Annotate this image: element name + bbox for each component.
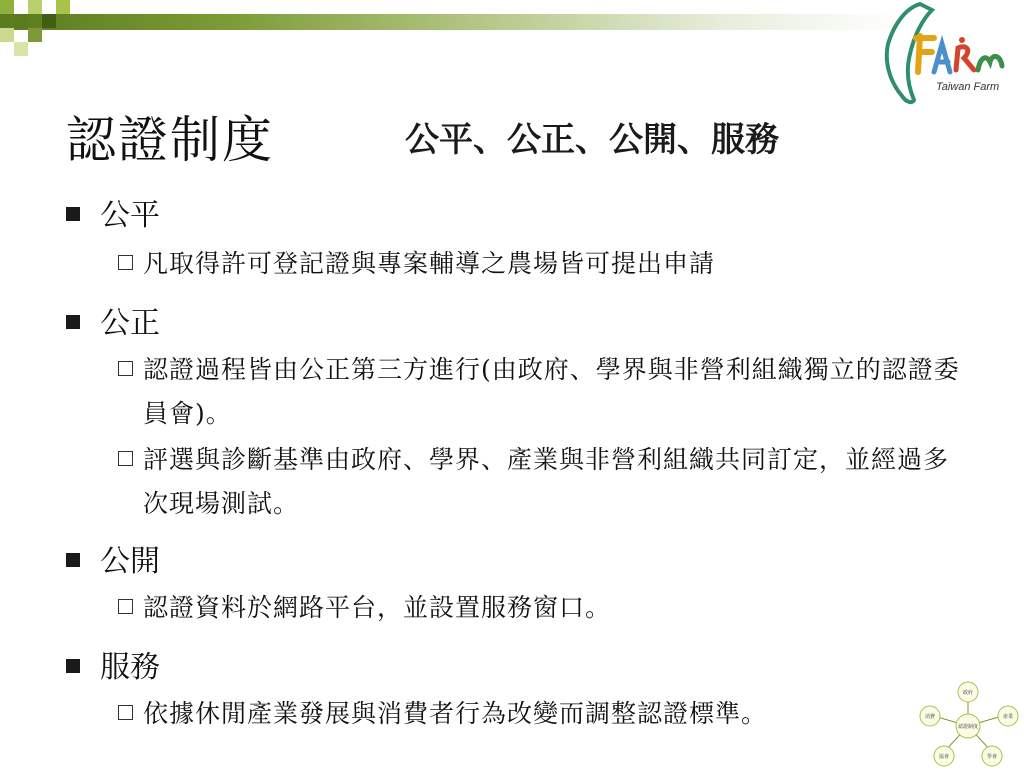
square-bullet-icon (66, 659, 80, 673)
sub-bullet (118, 586, 978, 630)
decor-square (0, 28, 14, 42)
hollow-square-bullet-icon (118, 255, 133, 270)
decor-square (56, 0, 70, 14)
heading-text: 公開 (100, 544, 160, 579)
sub-bullet-text: 凡取得許可登記證與專案輔導之農場皆可提出申請 (143, 249, 716, 278)
diagram-node-label: 學會 (986, 754, 998, 760)
diagram-node-label: 消費 (924, 714, 936, 720)
hollow-square-bullet-icon (118, 451, 133, 466)
sub-bullet-text: 認證過程皆由公正第三方進行(由政府、學界與非營利組織獨立的認證委員會)。 (143, 355, 960, 428)
sub-bullet-text: 依據休閒產業發展與消費者行為改變而調整認證標準。 (143, 699, 768, 728)
sub-bullet-text: 評選與診斷基準由政府、學界、產業與非營利組織共同訂定，並經過多次現場測試。 (143, 445, 950, 518)
square-bullet-icon (66, 315, 80, 329)
bullet-heading-service (66, 642, 160, 686)
diagram-node-label: 協會 (938, 754, 950, 760)
bullet-heading-fairness (66, 190, 160, 234)
sub-bullet-text: 認證資料於網路平台，並設置服務窗口。 (143, 593, 612, 622)
bullet-heading-openness (66, 536, 160, 580)
decor-square (14, 14, 28, 28)
sub-bullet (118, 242, 978, 286)
sub-bullet (118, 348, 988, 436)
sub-bullet (118, 438, 988, 526)
square-bullet-icon (66, 207, 80, 221)
decor-square (28, 28, 42, 42)
heading-text: 公正 (100, 306, 160, 341)
diagram-center-label: 認證制度 (957, 724, 979, 730)
certification-cycle-diagram (916, 680, 1024, 768)
hollow-square-bullet-icon (118, 361, 133, 376)
sub-bullet (118, 692, 998, 736)
hollow-square-bullet-icon (118, 599, 133, 614)
decor-square (28, 0, 42, 14)
slide-title: 認證制度 (66, 111, 274, 169)
gradient-bar (0, 14, 900, 30)
decor-square (42, 14, 56, 28)
diagram-node-label: 政府 (962, 690, 974, 696)
decor-square (14, 42, 28, 56)
heading-text: 服務 (100, 650, 160, 685)
hollow-square-bullet-icon (118, 705, 133, 720)
diagram-node-label: 產業 (1002, 714, 1014, 720)
bullet-heading-impartiality (66, 298, 160, 342)
square-bullet-icon (66, 553, 80, 567)
logo-caption: Taiwan Farm (936, 81, 1000, 93)
taiwan-farm-logo (876, 0, 1024, 112)
heading-text: 公平 (100, 198, 160, 233)
decor-square (0, 0, 14, 14)
slide-subtitle: 公平、公正、公開、服務 (405, 120, 779, 160)
top-decoration-bar (0, 0, 1024, 62)
